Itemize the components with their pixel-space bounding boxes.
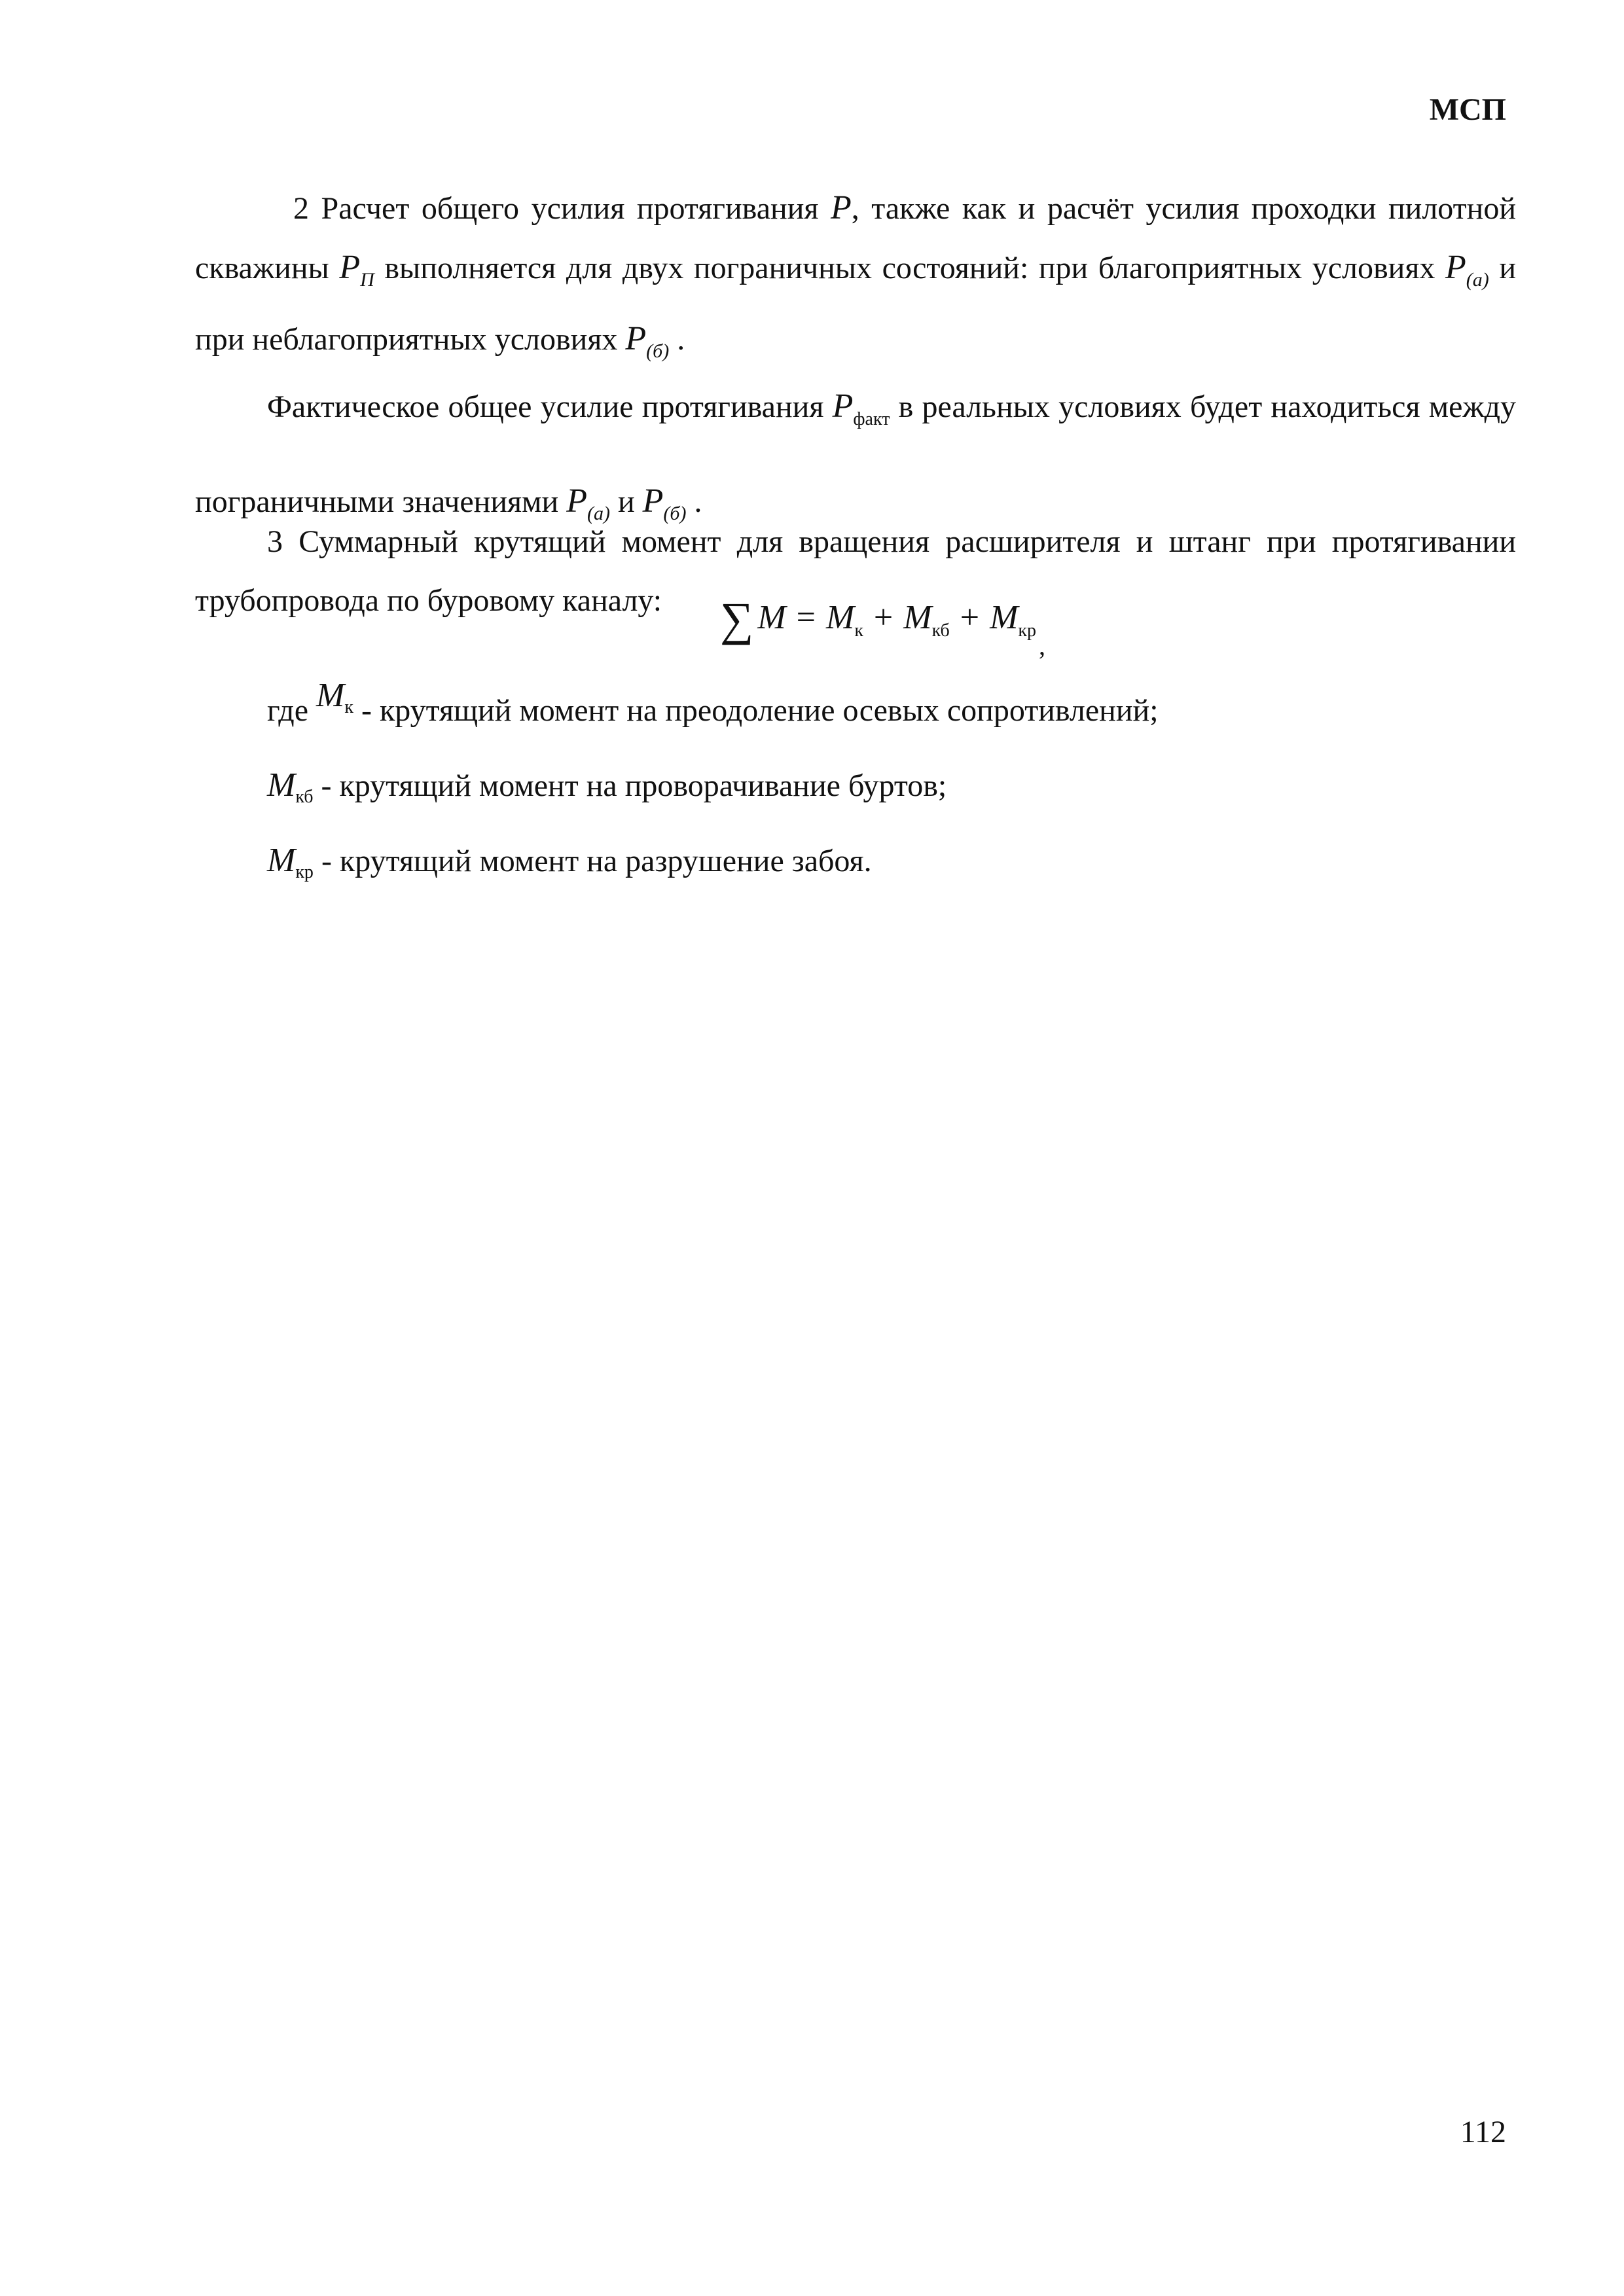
p2-text-4: . [686,484,702,519]
definition-text: - крутящий момент на проворачивание буртов; [313,768,947,803]
p2-subscript-fakt: факт [853,409,890,429]
formula-term-3: M [990,599,1019,636]
p2-text-2: в реальных условиях будет находиться между пограничными значениями [195,389,1516,519]
p1-symbol-P: P [831,189,852,226]
torque-formula [720,592,1045,661]
definition-symbol: $M_к$ [316,677,353,717]
formula-equals: = [796,599,816,636]
p2-subscript-a: (а) [586,503,610,524]
p1-subscript-a: (а) [1466,269,1489,291]
definition-symbol: $M_{кб}$ [267,766,314,807]
formula-sub-1: к [854,620,863,641]
p1-symbol-Pp: P [339,249,361,286]
p2-symbol-Pa: P [566,482,587,520]
p2-text-1: Фактическое общее усилие протягивания [267,389,833,424]
sum-symbol: ∑ [720,593,754,645]
definition-mkr [267,841,872,883]
p2-symbol-Pb: P [642,482,664,520]
p1-text-1: 2 Расчет общего усилия протягивания [293,191,831,226]
formula-lhs: M [757,599,786,636]
p1-subscript-Pp: П [360,269,374,291]
formula-plus-2: + [960,599,980,636]
formula-plus-1: + [873,599,893,636]
p2-symbol-Pf: P [832,387,854,425]
formula-comma: , [1039,631,1045,660]
p1-text-2: , также как и расчёт усилия проходки пилотной скважины [195,191,1517,285]
definition-text: - крутящий момент на разрушение забоя. [313,844,872,878]
formula-term-1: M [825,599,855,636]
p1-subscript-b: (б) [646,340,670,362]
p2-subscript-b: (б) [663,503,687,524]
formula-sub-2: кб [931,620,950,641]
definition-text: - крутящий момент на преодоление осевых сопротивлений; [353,693,1159,728]
paragraph-1 [195,179,1516,381]
p1-text-4: и при неблагоприятных условиях [195,251,1517,357]
p1-symbol-Pb: P [625,320,647,357]
p1-text-3: выполняется для двух пограничных состояний: при благоприятных условиях [374,251,1445,285]
p1-text-5: . [669,322,685,357]
header-org: МСП [1429,92,1506,127]
definition-mk [267,677,1159,732]
paragraph-3: 3 Суммарный крутящий момент для вращения расширителя и штанг при протягивании трубопровода по буровому каналу: [195,524,1516,618]
definition-symbol: $M_{кр}$ [267,842,314,882]
formula-term-2: M [903,599,932,636]
p1-symbol-Pa: P [1445,249,1466,286]
definition-prefix: где [267,693,317,728]
p2-text-3: и [609,484,643,519]
page-number: 112 [1460,2115,1506,2149]
definition-mkb [267,766,947,808]
formula-sub-3: кр [1018,620,1036,641]
